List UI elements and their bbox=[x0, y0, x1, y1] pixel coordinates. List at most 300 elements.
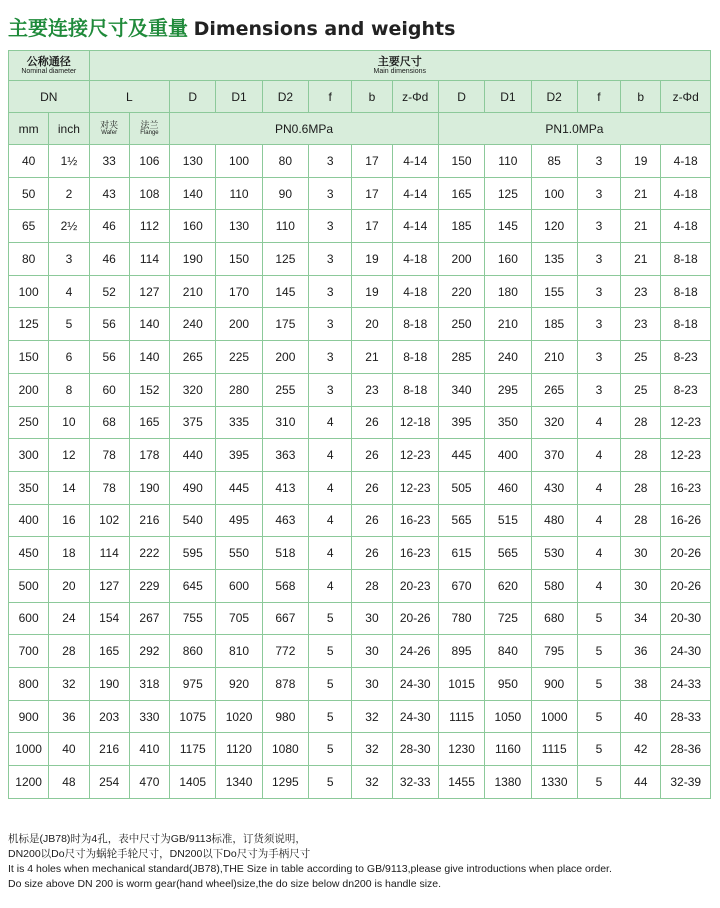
table-cell: 4 bbox=[309, 439, 352, 472]
table-cell: 1000 bbox=[9, 733, 49, 766]
table-cell: 363 bbox=[262, 439, 308, 472]
table-cell: 265 bbox=[531, 373, 577, 406]
table-cell: 10 bbox=[49, 406, 89, 439]
table-row bbox=[9, 668, 711, 701]
table-cell: 28 bbox=[621, 439, 661, 472]
table-cell: 21 bbox=[352, 341, 392, 374]
table-cell: 16-26 bbox=[661, 504, 711, 537]
table-cell: 5 bbox=[577, 602, 620, 635]
main-dimensions-header bbox=[89, 51, 710, 81]
table-cell: 46 bbox=[89, 243, 129, 276]
table-cell: 4 bbox=[49, 275, 89, 308]
table-row bbox=[9, 635, 711, 668]
table-cell: 4-14 bbox=[392, 210, 438, 243]
table-cell: 1230 bbox=[438, 733, 484, 766]
main-en: Main dimensions bbox=[373, 67, 427, 75]
main-zh: 主要尺寸 bbox=[377, 55, 422, 68]
table-cell: 160 bbox=[485, 243, 531, 276]
table-cell: 4 bbox=[309, 504, 352, 537]
table-cell: 285 bbox=[438, 341, 484, 374]
table-cell: 4 bbox=[577, 471, 620, 504]
dimensions-table bbox=[8, 50, 711, 799]
table-cell: 600 bbox=[216, 569, 262, 602]
table-cell: 400 bbox=[9, 504, 49, 537]
table-cell: 3 bbox=[309, 177, 352, 210]
table-cell: 155 bbox=[531, 275, 577, 308]
table-cell: 6 bbox=[49, 341, 89, 374]
table-cell: 705 bbox=[216, 602, 262, 635]
table-cell: 320 bbox=[531, 406, 577, 439]
table-cell: 24-33 bbox=[661, 668, 711, 701]
table-cell: 17 bbox=[352, 177, 392, 210]
table-cell: 190 bbox=[89, 668, 129, 701]
table-cell: 33 bbox=[89, 145, 129, 178]
table-cell: 430 bbox=[531, 471, 577, 504]
table-cell: 1015 bbox=[438, 668, 484, 701]
table-cell: 180 bbox=[485, 275, 531, 308]
table-cell: 505 bbox=[438, 471, 484, 504]
table-cell: 185 bbox=[438, 210, 484, 243]
table-cell: 3 bbox=[309, 145, 352, 178]
table-cell: 80 bbox=[262, 145, 308, 178]
table-row bbox=[9, 569, 711, 602]
table-cell: 152 bbox=[129, 373, 169, 406]
table-row bbox=[9, 341, 711, 374]
table-cell: 320 bbox=[170, 373, 216, 406]
table-row bbox=[9, 602, 711, 635]
table-cell: 1200 bbox=[9, 766, 49, 799]
table-cell: 17 bbox=[352, 210, 392, 243]
table-cell: 800 bbox=[9, 668, 49, 701]
table-cell: 80 bbox=[9, 243, 49, 276]
table-cell: 463 bbox=[262, 504, 308, 537]
table-cell: 130 bbox=[216, 210, 262, 243]
table-cell: 24-30 bbox=[392, 700, 438, 733]
table-cell: 318 bbox=[129, 668, 169, 701]
table-cell: 810 bbox=[216, 635, 262, 668]
table-cell: 78 bbox=[89, 439, 129, 472]
table-cell: 620 bbox=[485, 569, 531, 602]
table-cell: 1330 bbox=[531, 766, 577, 799]
table-cell: 200 bbox=[262, 341, 308, 374]
table-cell: 5 bbox=[577, 733, 620, 766]
col-f-a: f bbox=[309, 81, 352, 113]
table-cell: 145 bbox=[262, 275, 308, 308]
table-cell: 36 bbox=[49, 700, 89, 733]
table-cell: 110 bbox=[485, 145, 531, 178]
table-cell: 780 bbox=[438, 602, 484, 635]
table-cell: 565 bbox=[438, 504, 484, 537]
table-cell: 28 bbox=[352, 569, 392, 602]
dn-header: DN bbox=[9, 81, 90, 113]
table-cell: 24-26 bbox=[392, 635, 438, 668]
note-line: DN200以Do尺寸为蜗轮手轮尺寸，DN200以下Do尺寸为手柄尺寸 bbox=[8, 848, 311, 860]
table-cell: 40 bbox=[9, 145, 49, 178]
table-cell: 68 bbox=[89, 406, 129, 439]
table-cell: 1405 bbox=[170, 766, 216, 799]
table-cell: 52 bbox=[89, 275, 129, 308]
table-cell: 5 bbox=[49, 308, 89, 341]
table-cell: 30 bbox=[621, 569, 661, 602]
table-cell: 140 bbox=[129, 341, 169, 374]
table-cell: 2 bbox=[49, 177, 89, 210]
table-cell: 480 bbox=[531, 504, 577, 537]
table-cell: 28-36 bbox=[661, 733, 711, 766]
table-cell: 24-30 bbox=[661, 635, 711, 668]
table-cell: 20 bbox=[352, 308, 392, 341]
l-header: L bbox=[89, 81, 170, 113]
table-row bbox=[9, 700, 711, 733]
table-cell: 755 bbox=[170, 602, 216, 635]
table-cell: 2½ bbox=[49, 210, 89, 243]
table-cell: 216 bbox=[89, 733, 129, 766]
table-row bbox=[9, 243, 711, 276]
table-cell: 222 bbox=[129, 537, 169, 570]
table-row bbox=[9, 145, 711, 178]
table-cell: 1075 bbox=[170, 700, 216, 733]
table-cell: 1115 bbox=[438, 700, 484, 733]
table-cell: 340 bbox=[438, 373, 484, 406]
table-cell: 150 bbox=[9, 341, 49, 374]
table-cell: 20-26 bbox=[661, 537, 711, 570]
table-cell: 24 bbox=[49, 602, 89, 635]
table-cell: 140 bbox=[170, 177, 216, 210]
table-cell: 175 bbox=[262, 308, 308, 341]
table-cell: 667 bbox=[262, 602, 308, 635]
table-cell: 26 bbox=[352, 439, 392, 472]
table-cell: 445 bbox=[216, 471, 262, 504]
table-cell: 300 bbox=[9, 439, 49, 472]
table-cell: 8-18 bbox=[661, 275, 711, 308]
table-cell: 114 bbox=[129, 243, 169, 276]
table-cell: 265 bbox=[170, 341, 216, 374]
table-cell: 1380 bbox=[485, 766, 531, 799]
table-cell: 1020 bbox=[216, 700, 262, 733]
table-cell: 3 bbox=[577, 243, 620, 276]
table-cell: 30 bbox=[352, 635, 392, 668]
table-cell: 1120 bbox=[216, 733, 262, 766]
table-cell: 4 bbox=[577, 569, 620, 602]
table-cell: 490 bbox=[170, 471, 216, 504]
table-cell: 150 bbox=[438, 145, 484, 178]
table-cell: 4-14 bbox=[392, 177, 438, 210]
table-cell: 413 bbox=[262, 471, 308, 504]
table-cell: 160 bbox=[170, 210, 216, 243]
table-cell: 840 bbox=[485, 635, 531, 668]
table-cell: 127 bbox=[129, 275, 169, 308]
table-cell: 26 bbox=[352, 537, 392, 570]
table-cell: 16 bbox=[49, 504, 89, 537]
table-cell: 3 bbox=[49, 243, 89, 276]
table-cell: 85 bbox=[531, 145, 577, 178]
table-cell: 530 bbox=[531, 537, 577, 570]
wafer-zh: 对夹 bbox=[100, 120, 119, 130]
table-cell: 46 bbox=[89, 210, 129, 243]
table-cell: 23 bbox=[621, 275, 661, 308]
table-cell: 32 bbox=[352, 700, 392, 733]
table-cell: 20-23 bbox=[392, 569, 438, 602]
table-cell: 125 bbox=[9, 308, 49, 341]
table-cell: 112 bbox=[129, 210, 169, 243]
table-cell: 4-18 bbox=[392, 243, 438, 276]
table-cell: 375 bbox=[170, 406, 216, 439]
table-cell: 350 bbox=[485, 406, 531, 439]
table-cell: 100 bbox=[9, 275, 49, 308]
table-cell: 185 bbox=[531, 308, 577, 341]
table-cell: 48 bbox=[49, 766, 89, 799]
table-cell: 4 bbox=[309, 471, 352, 504]
table-cell: 4 bbox=[309, 569, 352, 602]
table-row bbox=[9, 471, 711, 504]
col-b-b: b bbox=[621, 81, 661, 113]
table-cell: 267 bbox=[129, 602, 169, 635]
table-cell: 645 bbox=[170, 569, 216, 602]
table-cell: 165 bbox=[89, 635, 129, 668]
table-cell: 100 bbox=[531, 177, 577, 210]
table-cell: 140 bbox=[129, 308, 169, 341]
table-cell: 3 bbox=[577, 275, 620, 308]
table-row bbox=[9, 308, 711, 341]
table-cell: 30 bbox=[352, 668, 392, 701]
table-cell: 5 bbox=[309, 733, 352, 766]
table-cell: 26 bbox=[352, 504, 392, 537]
table-cell: 28 bbox=[621, 504, 661, 537]
table-cell: 32-39 bbox=[661, 766, 711, 799]
table-cell: 26 bbox=[352, 406, 392, 439]
table-cell: 154 bbox=[89, 602, 129, 635]
table-cell: 280 bbox=[216, 373, 262, 406]
table-cell: 3 bbox=[309, 275, 352, 308]
table-cell: 12 bbox=[49, 439, 89, 472]
table-cell: 5 bbox=[309, 602, 352, 635]
table-cell: 216 bbox=[129, 504, 169, 537]
table-cell: 24-30 bbox=[392, 668, 438, 701]
col-zd-a: z-Φd bbox=[392, 81, 438, 113]
table-cell: 14 bbox=[49, 471, 89, 504]
table-cell: 34 bbox=[621, 602, 661, 635]
col-d-a: D bbox=[170, 81, 216, 113]
table-cell: 19 bbox=[352, 275, 392, 308]
table-cell: 5 bbox=[309, 668, 352, 701]
table-cell: 410 bbox=[129, 733, 169, 766]
wafer-en: Wafer bbox=[101, 130, 118, 136]
table-cell: 5 bbox=[309, 700, 352, 733]
table-cell: 8-23 bbox=[661, 341, 711, 374]
table-row bbox=[9, 373, 711, 406]
title-zh: 主要连接尺寸及重量 bbox=[8, 18, 188, 40]
table-cell: 28 bbox=[621, 406, 661, 439]
table-cell: 595 bbox=[170, 537, 216, 570]
table-cell: 8-18 bbox=[392, 341, 438, 374]
table-cell: 12-18 bbox=[392, 406, 438, 439]
table-cell: 4 bbox=[309, 537, 352, 570]
table-cell: 615 bbox=[438, 537, 484, 570]
table-row bbox=[9, 733, 711, 766]
pn10-header: PN1.0MPa bbox=[438, 113, 710, 145]
table-cell: 450 bbox=[9, 537, 49, 570]
table-cell: 12-23 bbox=[392, 439, 438, 472]
table-cell: 18 bbox=[49, 537, 89, 570]
table-row bbox=[9, 439, 711, 472]
table-cell: 1340 bbox=[216, 766, 262, 799]
table-cell: 23 bbox=[352, 373, 392, 406]
table-cell: 3 bbox=[309, 373, 352, 406]
table-cell: 370 bbox=[531, 439, 577, 472]
table-cell: 190 bbox=[129, 471, 169, 504]
table-cell: 32 bbox=[352, 766, 392, 799]
table-cell: 210 bbox=[170, 275, 216, 308]
table-cell: 23 bbox=[621, 308, 661, 341]
table-cell: 1000 bbox=[531, 700, 577, 733]
table-cell: 330 bbox=[129, 700, 169, 733]
table-cell: 125 bbox=[485, 177, 531, 210]
table-cell: 30 bbox=[621, 537, 661, 570]
table-cell: 190 bbox=[170, 243, 216, 276]
table-cell: 20 bbox=[49, 569, 89, 602]
table-row bbox=[9, 177, 711, 210]
table-cell: 310 bbox=[262, 406, 308, 439]
table-cell: 25 bbox=[621, 341, 661, 374]
table-cell: 20-26 bbox=[392, 602, 438, 635]
table-cell: 21 bbox=[621, 177, 661, 210]
table-cell: 550 bbox=[216, 537, 262, 570]
table-cell: 135 bbox=[531, 243, 577, 276]
table-cell: 8-18 bbox=[661, 308, 711, 341]
header-row-units bbox=[9, 113, 711, 145]
table-cell: 38 bbox=[621, 668, 661, 701]
table-cell: 8-18 bbox=[392, 373, 438, 406]
table-cell: 19 bbox=[621, 145, 661, 178]
table-cell: 229 bbox=[129, 569, 169, 602]
flange-header bbox=[129, 113, 169, 145]
table-cell: 3 bbox=[309, 210, 352, 243]
table-body bbox=[9, 145, 711, 799]
table-cell: 500 bbox=[9, 569, 49, 602]
col-d2-b: D2 bbox=[531, 81, 577, 113]
col-d1-a: D1 bbox=[216, 81, 262, 113]
table-cell: 210 bbox=[531, 341, 577, 374]
nominal-diameter-header bbox=[9, 51, 90, 81]
table-cell: 515 bbox=[485, 504, 531, 537]
table-cell: 5 bbox=[577, 766, 620, 799]
table-cell: 240 bbox=[170, 308, 216, 341]
inch-header: inch bbox=[49, 113, 89, 145]
table-cell: 495 bbox=[216, 504, 262, 537]
table-cell: 460 bbox=[485, 471, 531, 504]
table-cell: 21 bbox=[621, 243, 661, 276]
table-cell: 4 bbox=[577, 439, 620, 472]
table-cell: 565 bbox=[485, 537, 531, 570]
table-cell: 220 bbox=[438, 275, 484, 308]
table-cell: 200 bbox=[216, 308, 262, 341]
table-cell: 568 bbox=[262, 569, 308, 602]
table-cell: 3 bbox=[577, 341, 620, 374]
table-cell: 20-26 bbox=[661, 569, 711, 602]
table-cell: 350 bbox=[9, 471, 49, 504]
table-cell: 44 bbox=[621, 766, 661, 799]
table-cell: 470 bbox=[129, 766, 169, 799]
col-d1-b: D1 bbox=[485, 81, 531, 113]
table-cell: 165 bbox=[438, 177, 484, 210]
table-cell: 225 bbox=[216, 341, 262, 374]
table-cell: 25 bbox=[621, 373, 661, 406]
table-cell: 670 bbox=[438, 569, 484, 602]
table-cell: 335 bbox=[216, 406, 262, 439]
table-cell: 975 bbox=[170, 668, 216, 701]
table-cell: 292 bbox=[129, 635, 169, 668]
table-cell: 100 bbox=[216, 145, 262, 178]
table-cell: 36 bbox=[621, 635, 661, 668]
table-cell: 540 bbox=[170, 504, 216, 537]
header-row-groups bbox=[9, 51, 711, 81]
col-b-a: b bbox=[352, 81, 392, 113]
table-cell: 240 bbox=[485, 341, 531, 374]
table-cell: 772 bbox=[262, 635, 308, 668]
table-cell: 102 bbox=[89, 504, 129, 537]
table-cell: 145 bbox=[485, 210, 531, 243]
table-cell: 90 bbox=[262, 177, 308, 210]
header-row-columns bbox=[9, 81, 711, 113]
table-cell: 200 bbox=[9, 373, 49, 406]
table-cell: 114 bbox=[89, 537, 129, 570]
table-row bbox=[9, 406, 711, 439]
table-cell: 1050 bbox=[485, 700, 531, 733]
table-cell: 4 bbox=[577, 537, 620, 570]
table-cell: 440 bbox=[170, 439, 216, 472]
table-cell: 5 bbox=[309, 635, 352, 668]
table-cell: 16-23 bbox=[392, 537, 438, 570]
table-cell: 395 bbox=[438, 406, 484, 439]
table-cell: 920 bbox=[216, 668, 262, 701]
mm-header: mm bbox=[9, 113, 49, 145]
table-cell: 4 bbox=[577, 406, 620, 439]
table-cell: 4-18 bbox=[661, 145, 711, 178]
table-cell: 200 bbox=[438, 243, 484, 276]
table-cell: 108 bbox=[129, 177, 169, 210]
table-cell: 3 bbox=[577, 308, 620, 341]
table-cell: 20-30 bbox=[661, 602, 711, 635]
table-cell: 28-30 bbox=[392, 733, 438, 766]
table-cell: 28-33 bbox=[661, 700, 711, 733]
table-cell: 895 bbox=[438, 635, 484, 668]
table-cell: 400 bbox=[485, 439, 531, 472]
table-cell: 680 bbox=[531, 602, 577, 635]
table-cell: 3 bbox=[309, 243, 352, 276]
nominal-en: Nominal diameter bbox=[21, 67, 77, 75]
table-cell: 8-18 bbox=[392, 308, 438, 341]
table-cell: 8-18 bbox=[661, 243, 711, 276]
table-cell: 12-23 bbox=[661, 439, 711, 472]
table-cell: 56 bbox=[89, 341, 129, 374]
wafer-header bbox=[89, 113, 129, 145]
table-cell: 17 bbox=[352, 145, 392, 178]
table-cell: 30 bbox=[352, 602, 392, 635]
flange-en: Flange bbox=[140, 130, 159, 136]
table-cell: 580 bbox=[531, 569, 577, 602]
table-cell: 254 bbox=[89, 766, 129, 799]
table-cell: 120 bbox=[531, 210, 577, 243]
table-cell: 110 bbox=[262, 210, 308, 243]
footnotes bbox=[8, 832, 712, 892]
table-cell: 1455 bbox=[438, 766, 484, 799]
table-cell: 725 bbox=[485, 602, 531, 635]
table-cell: 5 bbox=[577, 668, 620, 701]
table-cell: 255 bbox=[262, 373, 308, 406]
table-cell: 110 bbox=[216, 177, 262, 210]
table-cell: 65 bbox=[9, 210, 49, 243]
table-cell: 150 bbox=[216, 243, 262, 276]
table-cell: 125 bbox=[262, 243, 308, 276]
